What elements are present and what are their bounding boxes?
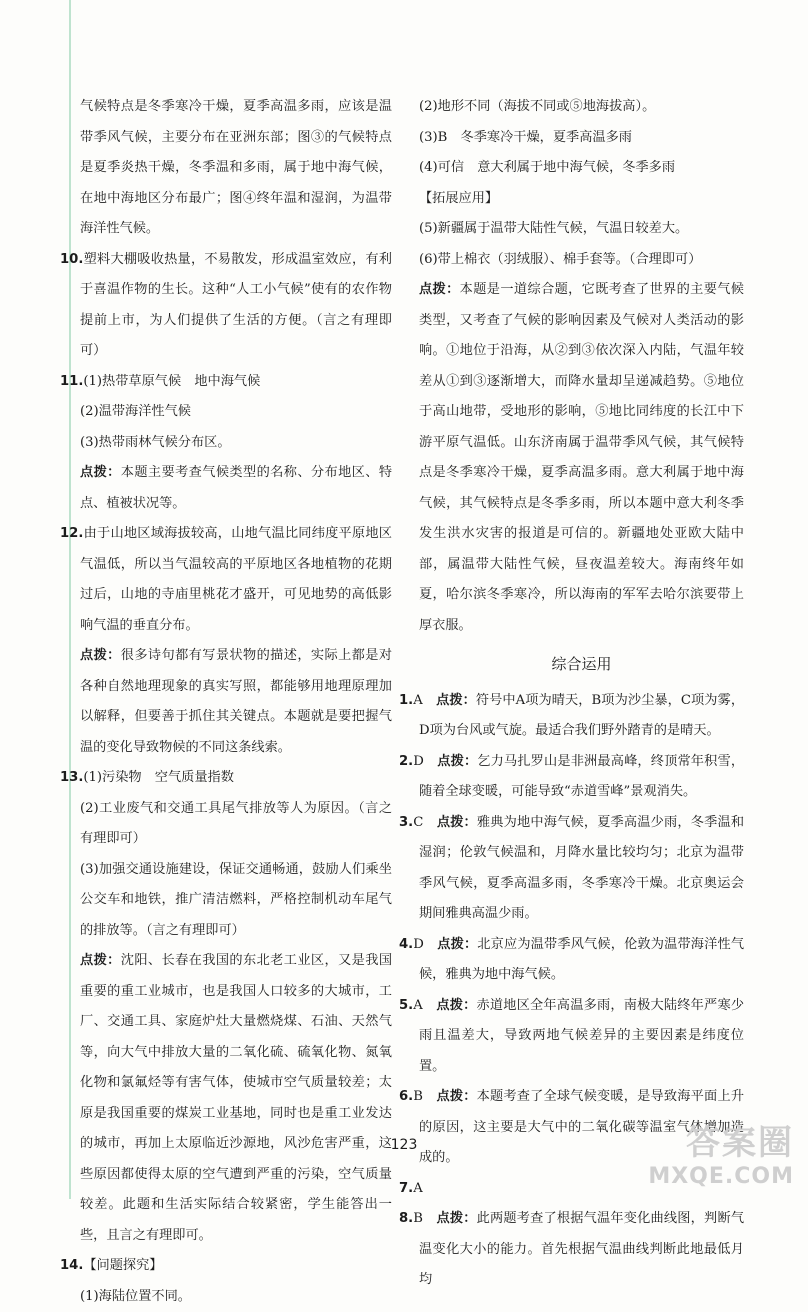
- hint-label: 点拨：: [419, 282, 460, 297]
- answer-paragraph: [60, 519, 392, 641]
- answer-paragraph: [60, 92, 392, 245]
- paragraph-text: (1)热带草原气候 地中海气候: [83, 374, 260, 389]
- question-number: 5.: [399, 998, 413, 1013]
- question-number: 3.: [399, 815, 413, 830]
- paragraph-text: 由于山地区域海拔较高，山地气温比同纬度平原地区气温低，所以当气温较高的平原地区各地植物的花期过后，山地的寺庙里桃花才盛开，可见地势的高低影响气温的垂直分布。: [80, 526, 392, 633]
- paragraph-text: (1)海陆位置不同。: [80, 1289, 191, 1304]
- answer-paragraph: [60, 245, 392, 367]
- answer-choice: A: [413, 998, 423, 1013]
- answer-paragraph: [60, 855, 392, 947]
- answer-choice: C: [413, 815, 423, 830]
- answer-paragraph: [60, 397, 392, 428]
- answer-paragraph: [60, 428, 392, 459]
- hint-label: 点拨：: [437, 815, 477, 830]
- answer-paragraph: [60, 794, 392, 855]
- hint-label: 点拨：: [436, 1089, 476, 1104]
- answer-paragraph: [60, 946, 392, 1251]
- section-title: 综合运用: [399, 649, 744, 680]
- answer-paragraph: [60, 641, 392, 763]
- paragraph-text: 本题考查了全球气候变暖，是导致海平面上升的原因，这主要是大气中的二氧化碳等温室气体增加造成的。: [419, 1089, 744, 1165]
- paragraph-text: (3)加强交通设施建设，保证交通畅通，鼓励人们乘坐公交车和地铁，推广清洁燃料，严格控制机动车尾气的排放等。（言之有理即可）: [80, 862, 392, 938]
- question-number: 10.: [60, 252, 83, 267]
- answer-choice: A: [413, 1181, 423, 1196]
- paragraph-text: 乞力马扎罗山是非洲最高峰，终顶常年积雪，随着全球变暖，可能导致“赤道雪峰”景观消失。: [419, 754, 744, 800]
- answer-paragraph: [399, 245, 744, 276]
- paragraph-text: (2)温带海洋性气候: [80, 404, 191, 419]
- left-column: [60, 92, 392, 1312]
- paragraph-text: 【拓展应用】: [419, 191, 498, 206]
- paragraph-text: 此两题考查了根据气温年变化曲线图，判断气温变化大小的能力。首先根据气温曲线判断此地最低月均: [419, 1211, 744, 1287]
- hint-label: 点拨：: [80, 465, 121, 480]
- paragraph-text: (3)B 冬季寒冷干燥，夏季高温多雨: [419, 130, 632, 145]
- watermark-line1: 答案圈: [648, 1115, 794, 1164]
- paragraph-text: 沈阳、长春在我国的东北老工业区，又是我国重要的重工业城市，也是我国人口较多的大城市，工厂、交通工具、家庭炉灶大量燃烧煤、石油、天然气等，向大气中排放大量的二氧化硫、硫氧化物、氮氧化物和氯氟烃等有害气体，使城市空气质量较差；太原是我国重要的煤炭工业基地，同时也是重工业发达的城市，再加上太原临近沙源地，风沙危害严重，这些原因都使得太原的空气遭到严重的污染，空气质量较差。此题和生活实际结合较紧密，学生能答出一些，且言之有理即可。: [80, 953, 392, 1243]
- hint-label: 点拨：: [436, 1211, 476, 1226]
- answer-paragraph: [399, 92, 744, 123]
- paragraph-text: 很多诗句都有写景状物的描述，实际上都是对各种自然地理现象的真实写照，都能够用地理原理加以解释，但要善于抓住其关键点。本题就是要把握气温的变化导致物候的不同这条线索。: [80, 648, 392, 755]
- question-number: 12.: [60, 526, 83, 541]
- paragraph-text: (6)带上棉衣（羽绒服）、棉手套等。（合理即可）: [419, 252, 701, 267]
- answer-paragraph: [60, 763, 392, 794]
- paragraph-text: (2)地形不同（海拔不同或⑤地海拔高）。: [419, 99, 655, 114]
- paragraph-text: 本题是一道综合题，它既考查了世界的主要气候类型，又考查了气候的影响因素及气候对人类活动的影响。①地位于沿海，从②到③依次深入内陆，气温年较差从①到③逐渐增大，而降水量却呈递减趋势。⑤地位于高山地带，受地形的影响，⑤地比同纬度的长江中下游平原气温低。山东济南属于温带季风气候，其气候特点是冬季寒冷干燥，夏季高温多雨。意大利属于地中海气候，其气候特点是冬季多雨，所以本题中意大利冬季发生洪水灾害的报道是可信的。新疆地处亚欧大陆中部，属温带大陆性气候，昼夜温差较大。海南终年如夏，哈尔滨冬季寒冷，所以海南的军军去哈尔滨要带上厚衣服。: [419, 282, 744, 633]
- paragraph-text: 雅典为地中海气候，夏季高温少雨，冬季温和湿润；伦敦气候温和，月降水量比较均匀；北京为温带季风气候，夏季高温多雨，冬季寒冷干燥。北京奥运会期间雅典高温少雨。: [419, 815, 744, 922]
- question-number: 4.: [399, 937, 413, 952]
- answer-paragraph: [399, 275, 744, 641]
- hint-label: 点拨：: [436, 998, 476, 1013]
- hint-label: 点拨：: [437, 937, 477, 952]
- paragraph-text: 北京应为温带季风气候，伦敦为温带海洋性气候，雅典为地中海气候。: [419, 937, 744, 983]
- question-number: 1.: [399, 693, 413, 708]
- answer-paragraph: [399, 123, 744, 154]
- watermark-line2: MXQE.COM: [648, 1164, 794, 1189]
- paragraph-text: 【问题探究】: [83, 1258, 162, 1273]
- question-number: 6.: [399, 1089, 413, 1104]
- paragraph-text: 气候特点是冬季寒冷干燥，夏季高温多雨，应该是温带季风气候，主要分布在亚洲东部；图③的气候特点是夏季炎热干燥，冬季温和多雨，属于地中海气候，在地中海地区分布最广；图④终年温和湿润，为温带海洋性气候。: [80, 99, 392, 236]
- paragraph-text: 本题主要考查气候类型的名称、分布地区、特点、植被状况等。: [80, 465, 392, 511]
- page-number: 123: [0, 1137, 808, 1153]
- hint-label: 点拨：: [437, 754, 477, 769]
- question-number: 2.: [399, 754, 413, 769]
- paragraph-text: (3)热带雨林气候分布区。: [80, 435, 231, 450]
- answer-paragraph: [60, 367, 392, 398]
- answer-paragraph: [399, 153, 744, 184]
- question-number: 8.: [399, 1211, 413, 1226]
- paragraph-text: (5)新疆属于温带大陆性气候，气温日较差大。: [419, 221, 688, 236]
- answer-paragraph: [399, 1204, 744, 1296]
- answer-paragraph: [399, 930, 744, 991]
- answer-choice: B: [413, 1089, 423, 1104]
- paragraph-text: (2)工业废气和交通工具尾气排放等人为原因。（言之有理即可）: [80, 801, 392, 847]
- watermark-logo: [648, 1115, 794, 1189]
- answer-choice: B: [413, 1211, 423, 1226]
- answer-paragraph: [60, 1251, 392, 1282]
- paragraph-text: 塑料大棚吸收热量，不易散发，形成温室效应，有利于喜温作物的生长。这种“人工小气候”使有的农作物提前上市，为人们提供了生活的方便。（言之有理即可）: [80, 252, 392, 359]
- answer-choice: D: [413, 754, 424, 769]
- paragraph-text: 符号中A项为晴天，B项为沙尘暴，C项为雾，D项为台风或气旋。最适合我们野外踏青的是晴天。: [419, 693, 744, 739]
- answer-paragraph: [60, 1282, 392, 1312]
- paragraph-text: (1)污染物 空气质量指数: [83, 770, 234, 785]
- answer-paragraph: [60, 458, 392, 519]
- hint-label: 点拨：: [80, 953, 121, 968]
- answer-paragraph: [399, 747, 744, 808]
- answer-paragraph: [399, 184, 744, 215]
- answer-choice: A: [413, 693, 423, 708]
- hint-label: 点拨：: [436, 693, 476, 708]
- answer-paragraph: [399, 991, 744, 1083]
- answer-paragraph: [399, 214, 744, 245]
- answer-choice: D: [413, 937, 424, 952]
- question-number: 13.: [60, 770, 83, 785]
- question-number: 14.: [60, 1258, 83, 1273]
- paragraph-text: (4)可信 意大利属于地中海气候，冬季多雨: [419, 160, 675, 175]
- answer-paragraph: [399, 686, 744, 747]
- hint-label: 点拨：: [80, 648, 121, 663]
- question-number: 7.: [399, 1181, 413, 1196]
- question-number: 11.: [60, 374, 83, 389]
- paragraph-text: 赤道地区全年高温多雨，南极大陆终年严寒少雨且温差大，导致两地气候差异的主要因素是纬度位置。: [419, 998, 744, 1074]
- answer-paragraph: [399, 808, 744, 930]
